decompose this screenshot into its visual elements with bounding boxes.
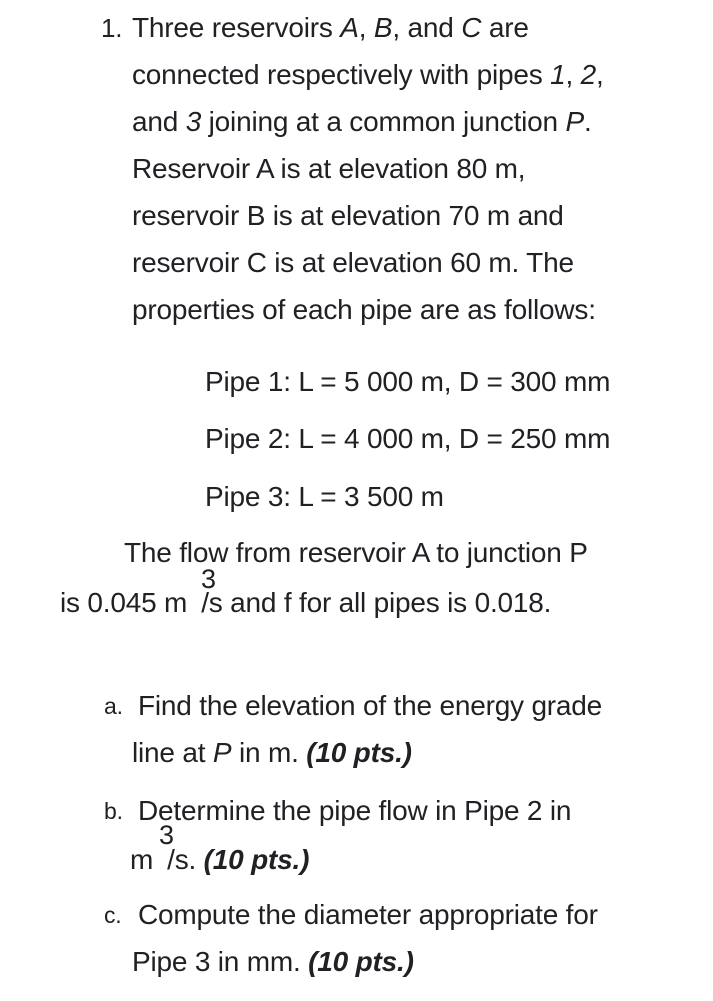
problem-line-4: Reservoir A is at elevation 80 m, bbox=[132, 153, 526, 184]
flow-line-1: The flow from reservoir A to junction P bbox=[124, 537, 588, 568]
question-c-line-2: Pipe 3 in mm. (10 pts.) bbox=[132, 946, 414, 977]
question-c-label: c. bbox=[104, 902, 122, 928]
flow-exponent: 3 bbox=[201, 564, 217, 594]
problem-line-1: Three reservoirs A, B, and C are bbox=[132, 12, 529, 43]
question-c-points: (10 pts.) bbox=[308, 946, 414, 977]
question-a-label: a. bbox=[104, 693, 123, 719]
question-a-line-1: Find the elevation of the energy grade bbox=[138, 690, 603, 721]
problem-line-3: and 3 joining at a common junction P. bbox=[132, 106, 592, 137]
question-b-points: (10 pts.) bbox=[203, 844, 310, 875]
question-b-exponent: 3 bbox=[159, 820, 175, 850]
pipe-2-spec: Pipe 2: L = 4 000 m, D = 250 mm bbox=[205, 423, 611, 454]
question-c-line-1: Compute the diameter appropriate for bbox=[138, 899, 598, 930]
problem-number: 1. bbox=[101, 13, 123, 43]
question-b-line-1: Determine the pipe flow in Pipe 2 in bbox=[138, 795, 572, 826]
problem-line-7: properties of each pipe are as follows: bbox=[132, 294, 596, 325]
question-a-line-2: line at P in m. (10 pts.) bbox=[132, 737, 412, 768]
question-b-line-2: m /s. (10 pts.) bbox=[130, 844, 310, 875]
problem-line-2: connected respectively with pipes 1, 2, bbox=[132, 59, 604, 90]
pipe-1-spec: Pipe 1: L = 5 000 m, D = 300 mm bbox=[205, 366, 611, 397]
problem-line-5: reservoir B is at elevation 70 m and bbox=[132, 200, 564, 231]
problem-line-6: reservoir C is at elevation 60 m. The bbox=[132, 247, 574, 278]
flow-line-2: is 0.045 m /s and f for all pipes is 0.018. bbox=[60, 587, 552, 618]
question-a-points: (10 pts.) bbox=[306, 737, 412, 768]
question-b-label: b. bbox=[104, 798, 123, 824]
pipe-3-spec: Pipe 3: L = 3 500 m bbox=[205, 481, 444, 512]
